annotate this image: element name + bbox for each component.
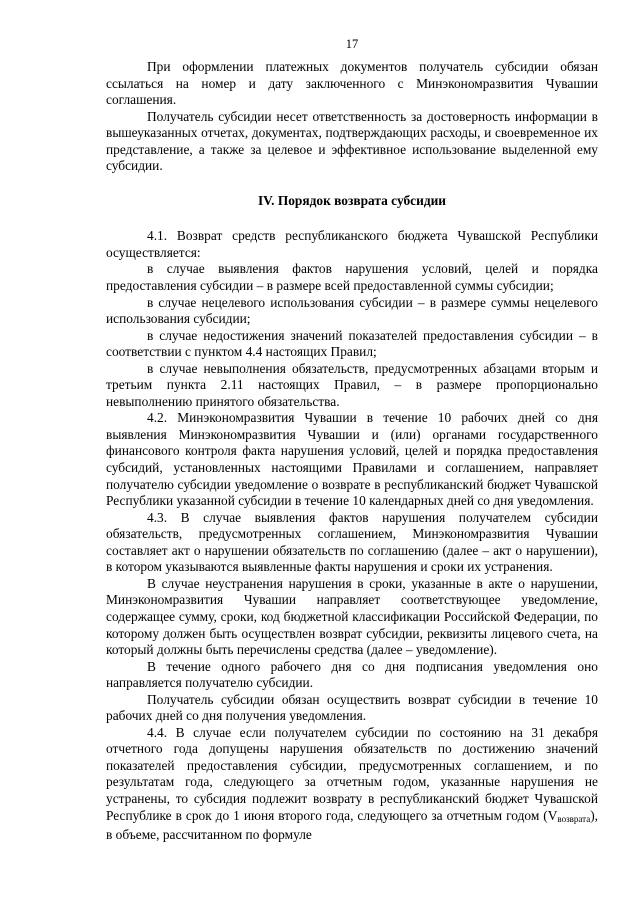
page-number: 17 <box>345 37 359 51</box>
volume-return-subscript: возврата <box>557 813 591 824</box>
paragraph-4-2: 4.2. Минэкономразвития Чувашии в течение 10 рабочих дней со дня выявления Минэкономразвития Чувашии и (или) органами государственного финансового контроля факта нарушения условий, целей и порядка предоставления субсидий, установленных настоящими Правилами и соглашением, направляет получателю субсидии уведомление о возврате в республиканский бюджет Чувашской Республики указанной субсидии в течение 10 календарных дней со дня уведомления. <box>106 410 598 509</box>
section-heading: IV. Порядок возврата субсидии <box>257 192 447 208</box>
paragraph-4-1-case-misuse: в случае нецелевого использования субсидии – в размере суммы нецелевого использования субсидии; <box>106 294 598 327</box>
paragraph-4-4-text-before: 4.4. В случае если получателем субсидии по состоянию на 31 декабря отчетного года допущены нарушения обязательств по достижению значений показателей предоставления субсидии, предусмотренных соглашением, и по результатам года, следующего за отчетным годом, указанные нарушения не устранены, то субсидия подлежит возврату в республиканский бюджет Чувашской Республике в срок до 1 июня второго года, следующего за отчетным годом (V <box>106 724 598 823</box>
paragraph-4-1-case-indicators: в случае недостижения значений показателей предоставления субсидии – в соответствии с пунктом 4.4 настоящих Правил; <box>106 327 598 360</box>
paragraph-4-3-return-obligation: Получатель субсидии обязан осуществить возврат субсидии в течение 10 рабочих дней со дня получения уведомления. <box>106 691 598 724</box>
paragraph-4-4 <box>106 725 598 844</box>
paragraph-4-1-case-obligations: в случае невыполнения обязательств, предусмотренных абзацами вторым и третьим пункта 2.11 настоящих Правил, – в размере пропорционально невыполнению принятого обязательства. <box>106 360 598 409</box>
paragraph-payment-docs: При оформлении платежных документов получатель субсидии обязан ссылаться на номер и дату заключенного с Минэкономразвития Чувашии соглашения. <box>106 59 598 108</box>
paragraph-4-4-text-after: ), в объеме, рассчитанном по формуле <box>106 807 598 843</box>
paragraph-4-1-case-violation: в случае выявления фактов нарушения условий, целей и порядка предоставления субсидии – в размере всей предоставленной суммы субсидии; <box>106 261 598 294</box>
paragraph-responsibility: Получатель субсидии несет ответственность за достоверность информации в вышеуказанных отчетах, документах, подтверждающих расходы, и своевременное их представление, а также за целевое и эффективное использование выделенной ему субсидии. <box>106 108 598 174</box>
paragraph-4-3-non-remedy: В случае неустранения нарушения в сроки, указанные в акте о нарушении, Минэкономразвития Чувашии направляет соответствующее уведомление, содержащее сумму, сроки, код бюджетной классификации Российской Федерации, по которому должен быть осуществлен возврат субсидии, реквизиты лицевого счета, на который должны быть перечислены средства (далее – уведомление). <box>106 575 598 658</box>
paragraph-4-3-notice-sending: В течение одного рабочего дня со дня подписания уведомления оно направляется получателю субсидии. <box>106 658 598 691</box>
paragraph-4-3: 4.3. В случае выявления фактов нарушения получателем субсидии обязательств, предусмотренных соглашением, Минэкономразвития Чувашии составляет акт о нарушении обязательств по соглашению (далее – акт о нарушении), в котором указываются выявленные факты нарушения и сроки их устранения. <box>106 509 598 575</box>
paragraph-4-1: 4.1. Возврат средств республиканского бюджета Чувашской Республики осуществляется: <box>106 228 598 260</box>
